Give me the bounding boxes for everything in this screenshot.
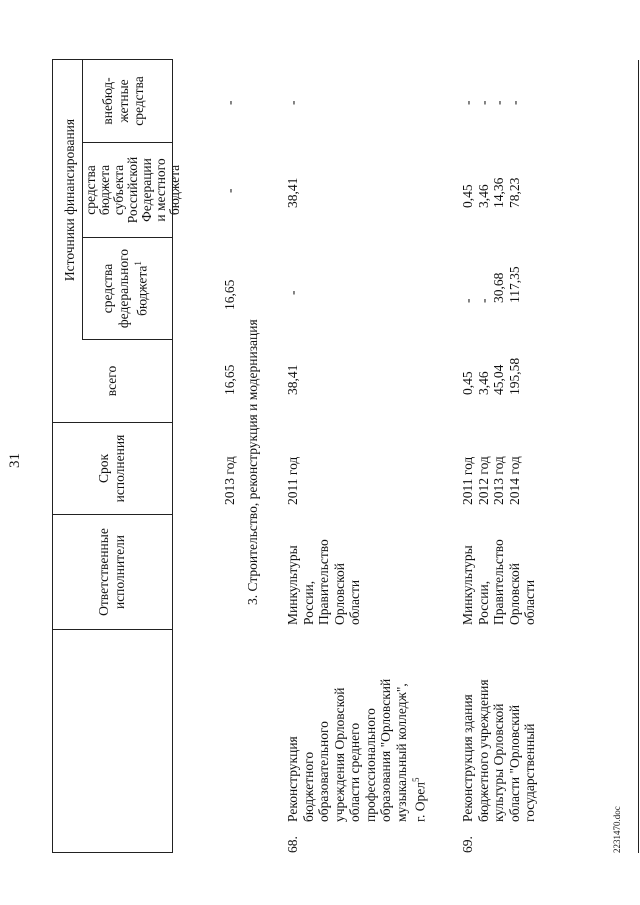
- col-border-federal: [82, 339, 173, 340]
- row-federal: -: [285, 290, 300, 295]
- section-title: 3. Строительство, реконструкция и модернизация: [245, 319, 260, 605]
- row-responsible: Минкультуры России, Правительство Орловской области: [285, 539, 362, 625]
- header-extra: внебюд- жетные средства: [100, 76, 146, 126]
- row-total: 0,45 3,46 45,04 195,58: [460, 357, 522, 395]
- table-top-border: [52, 60, 53, 853]
- row-number: 68.: [285, 836, 300, 853]
- row-name: Реконструкция бюджетного образовательного учреждения Орловской области среднего профессионального образования "Орловский музыкальный колледж", г. Орел$^5$: [285, 678, 428, 822]
- row-total: 38,41: [285, 364, 300, 395]
- row-years: 2011 год: [285, 456, 300, 505]
- col-border-responsible: [52, 629, 173, 630]
- row-federal: - - 30,68 117,35: [460, 266, 522, 303]
- prev-row-federal: 16,65: [222, 279, 237, 310]
- prev-row-year: 2013 год: [222, 456, 237, 505]
- prev-row-total: 16,65: [222, 364, 237, 395]
- row-regional: 0,45 3,46 14,36 78,23: [460, 177, 522, 208]
- row-extra: -: [285, 100, 300, 105]
- col-border-left: [52, 852, 173, 853]
- document-code: 2231470.doc: [612, 806, 622, 853]
- row-name: Реконструкция здания бюджетного учреждения культуры Орловской области "Орловский государственный: [460, 679, 537, 822]
- prev-row-regional: -: [222, 188, 237, 193]
- header-total: всего: [104, 365, 119, 397]
- header-responsible: Ответственные исполнители: [96, 528, 127, 616]
- row-extra: - - - -: [460, 100, 522, 105]
- header-regional: средства бюджета субъекта Российской Федерации и местного бюджета: [83, 156, 182, 224]
- header-sources: Источники финансирования: [62, 118, 77, 282]
- header-term: Срок исполнения: [96, 434, 127, 503]
- row-number: 69.: [460, 836, 475, 853]
- row-responsible: Минкультуры России, Правительство Орловской области: [460, 539, 537, 625]
- prev-row-extra: -: [222, 100, 237, 105]
- header-federal: средства федерального бюджета$^1$: [100, 248, 150, 329]
- table-bottom-border: [638, 60, 639, 853]
- row-regional: 38,41: [285, 177, 300, 208]
- page-number: 31: [7, 453, 23, 468]
- row-years: 2011 год 2012 год 2013 год 2014 год: [460, 456, 522, 505]
